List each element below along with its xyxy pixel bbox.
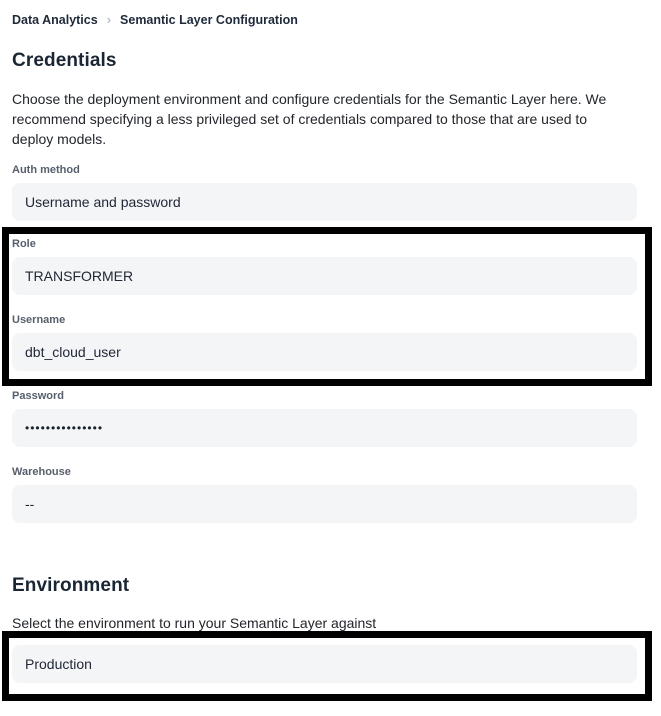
- environment-heading: Environment: [12, 575, 130, 596]
- username-field[interactable]: dbt_cloud_user: [12, 333, 637, 371]
- role-label: Role: [12, 238, 36, 250]
- role-group: [12, 238, 637, 295]
- environment-group: [12, 645, 637, 683]
- warehouse-group: [12, 466, 637, 523]
- auth-method-field[interactable]: Username and password: [12, 183, 637, 221]
- username-group: [12, 314, 637, 371]
- breadcrumb-item-data-analytics[interactable]: Data Analytics: [12, 13, 98, 27]
- chevron-right-icon: ›: [106, 11, 112, 27]
- password-field[interactable]: •••••••••••••••: [12, 409, 637, 447]
- environment-field[interactable]: Production: [12, 645, 637, 683]
- breadcrumb-item-semantic-layer-configuration: Semantic Layer Configuration: [120, 13, 298, 27]
- auth-method-label: Auth method: [12, 164, 80, 176]
- username-label: Username: [12, 314, 66, 326]
- breadcrumb: [12, 13, 298, 27]
- credentials-description: Choose the deployment environment and configure credentials for the Semantic Layer here. We recommend specifying a less privileged set of credentials compared to those that are used to deploy models.: [12, 91, 607, 147]
- warehouse-label: Warehouse: [12, 466, 71, 478]
- password-group: [12, 390, 637, 447]
- credentials-heading: Credentials: [12, 50, 117, 71]
- password-label: Password: [12, 390, 64, 402]
- role-field[interactable]: TRANSFORMER: [12, 257, 637, 295]
- warehouse-field[interactable]: --: [12, 485, 637, 523]
- auth-method-group: [12, 164, 637, 221]
- environment-description: Select the environment to run your Semantic Layer against: [12, 615, 377, 631]
